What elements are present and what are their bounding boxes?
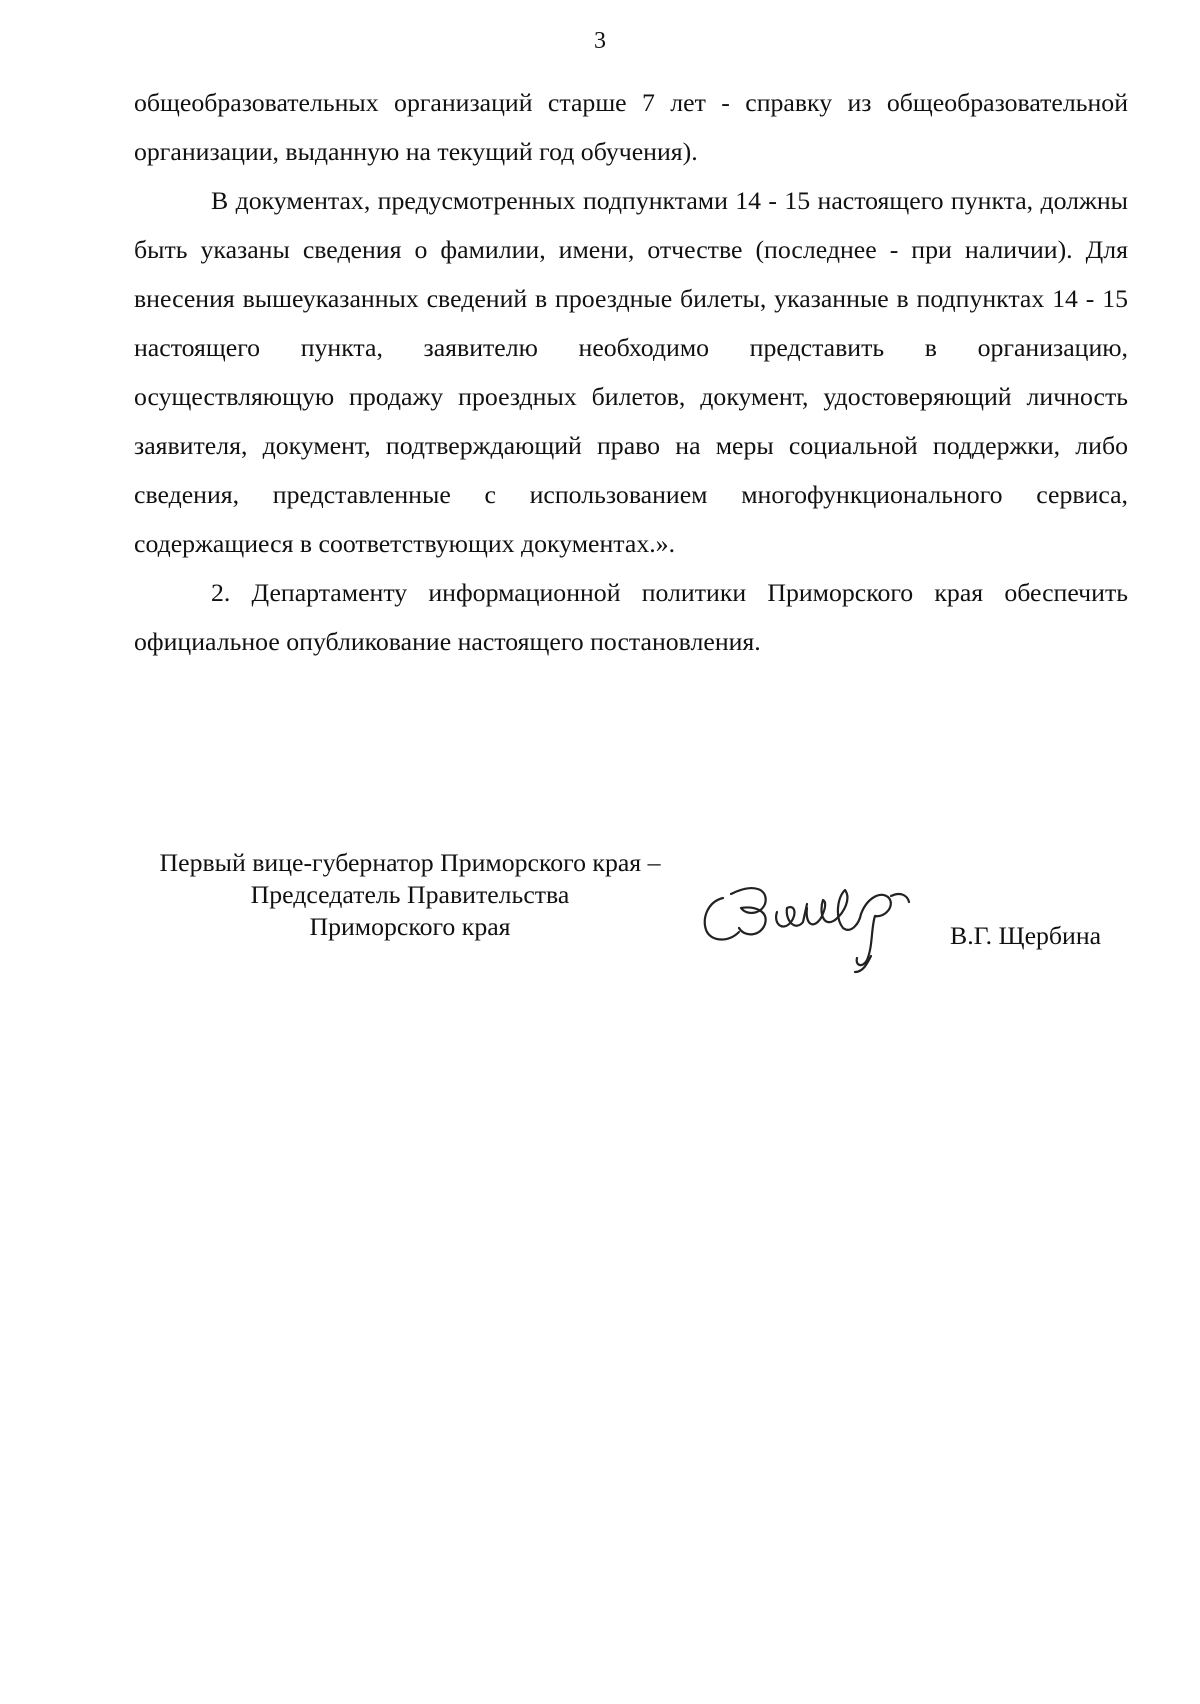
signatory-position: [120, 847, 700, 943]
paragraph-publication-order: 2. Департаменту информационной политики Приморского края обеспечить официальное опубликование настоящего постановления.: [134, 578, 1128, 656]
position-line-1: Первый вице-губернатор Приморского края –: [159, 848, 661, 877]
document-body: [134, 78, 1128, 666]
page-number: 3: [594, 28, 606, 54]
paragraph-continuation: общеобразовательных организаций старше 7 лет - справку из общеобразовательной организации, выданную на текущий год обучения).: [134, 88, 1128, 166]
paragraph-documents-requirements: В документах, предусмотренных подпунктами 14 - 15 настоящего пункта, должны быть указаны сведения о фамилии, имени, отчестве (последнее - при наличии). Для внесения вышеуказанных сведений в проездные билеты, указанные в подпунктах 14 - 15 настоящего пункта, заявителю необходимо представить в организацию, осуществляющую продажу проездных билетов, документ, удостоверяющий личность заявителя, документ, подтверждающий право на меры социальной поддержки, либо сведения, представленные с использованием многофункционального сервиса, содержащиеся в соответствующих документах.».: [134, 186, 1128, 558]
position-line-2: Председатель Правительства: [250, 880, 570, 909]
position-line-3: Приморского края: [309, 912, 511, 941]
handwritten-signature-icon: [695, 868, 930, 978]
signer-name: В.Г. Щербина: [950, 921, 1102, 950]
